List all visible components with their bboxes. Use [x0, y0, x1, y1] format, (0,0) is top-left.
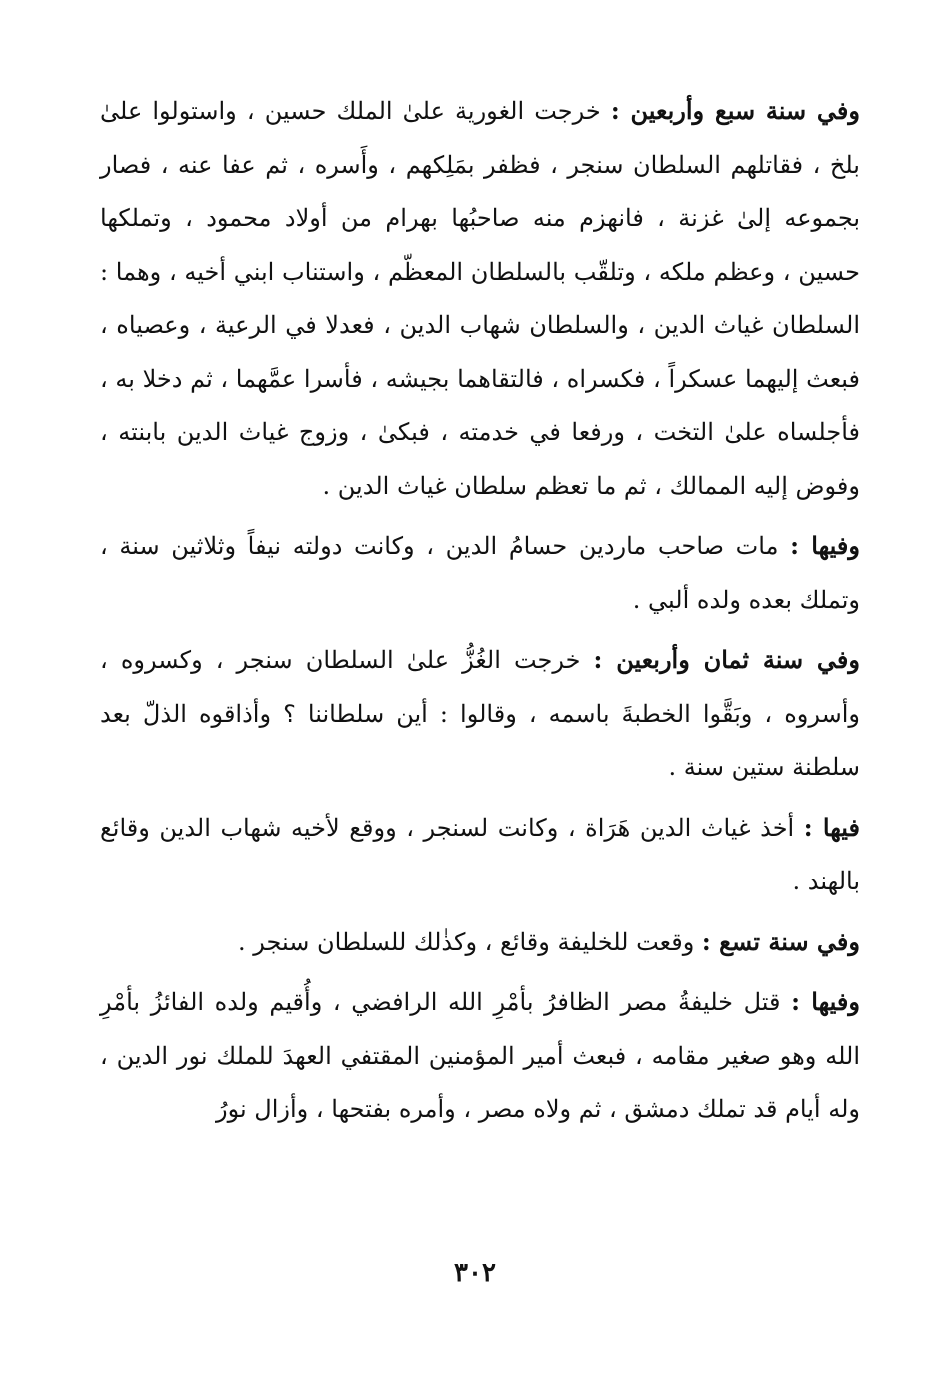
page-body	[100, 84, 860, 1137]
paragraph-4-text: أخذ غياث الدين هَرَاة ، وكانت لسنجر ، ووقع لأخيه شهاب الدين وقائع بالهند .	[100, 813, 860, 895]
paragraph-6-text: قتل خليفةُ مصر الظافرُ بأمْرِ الله الرافضي ، وأُقيم ولده الفائزُ بأمْرِ الله وهو صغير مقامه ، فبعث أمير المؤمنين المقتفي العهدَ للملك نور الدين ، وله أيام قد تملك دمشق ، ثم ولاه مصر ، وأمره بفتحها ، وأزال نورُ	[100, 988, 860, 1123]
paragraph-5-heading: وفي سنة تسع :	[701, 926, 860, 956]
paragraph-1-text: خرجت الغورية علىٰ الملك حسين ، واستولوا علىٰ بلخ ، فقاتلهم السلطان سنجر ، فظفر بمَلِكهم ، وأَسره ، ثم عفا عنه ، فصار بجموعه إلىٰ غزنة ، فانهزم منه صاحبُها بهرام من أولاد محمود ، وتملكها حسين ، وعظم ملكه ، وتلقّب بالسلطان المعظّم ، واستناب ابني أخيه ، وهما : السلطان غياث الدين ، والسلطان شهاب الدين ، فعدلا في الرعية ، وعصياه ، فبعث إليهما عسكراً ، فكسراه ، فالتقاهما بجيشه ، فأسرا عمَّهما ، ثم دخلا به ، فأجلساه علىٰ التخت ، ورفعا في خدمته ، فبكىٰ ، وزوج غياث الدين بابنته ، وفوض إليه الممالك ، ثم ما تعظم سلطان غياث الدين .	[100, 97, 860, 500]
paragraph-1-heading: وفي سنة سبع وأربعين :	[610, 96, 860, 125]
paragraph-5	[100, 915, 860, 970]
paragraph-4-heading: فيها :	[803, 812, 860, 842]
paragraph-3-heading: وفي سنة ثمان وأربعين :	[593, 645, 860, 674]
paragraph-4	[100, 801, 860, 909]
paragraph-2	[100, 519, 860, 627]
paragraph-1	[100, 84, 860, 513]
page-number: ٣٠٢	[454, 1258, 496, 1288]
paragraph-2-heading: وفيها :	[790, 531, 860, 560]
paragraph-3-text: خرجت الغُزُّ علىٰ السلطان سنجر ، وكسروه ، وأسروه ، وبَقَّوا الخطبةَ باسمه ، وقالوا : أين سلطاننا ؟ وأذاقوه الذلّ بعد سلطنة ستين سنة .	[100, 646, 860, 781]
paragraph-6-heading: وفيها :	[791, 987, 860, 1016]
paragraph-3	[100, 633, 860, 795]
paragraph-5-text: وقعت للخليفة وقائع ، وكذٰلك للسلطان سنجر .	[238, 927, 702, 956]
paragraph-6	[100, 975, 860, 1137]
paragraph-2-text: مات صاحب ماردين حسامُ الدين ، وكانت دولته نيفاً وثلاثين سنة ، وتملك بعده ولده ألبي .	[100, 532, 860, 614]
